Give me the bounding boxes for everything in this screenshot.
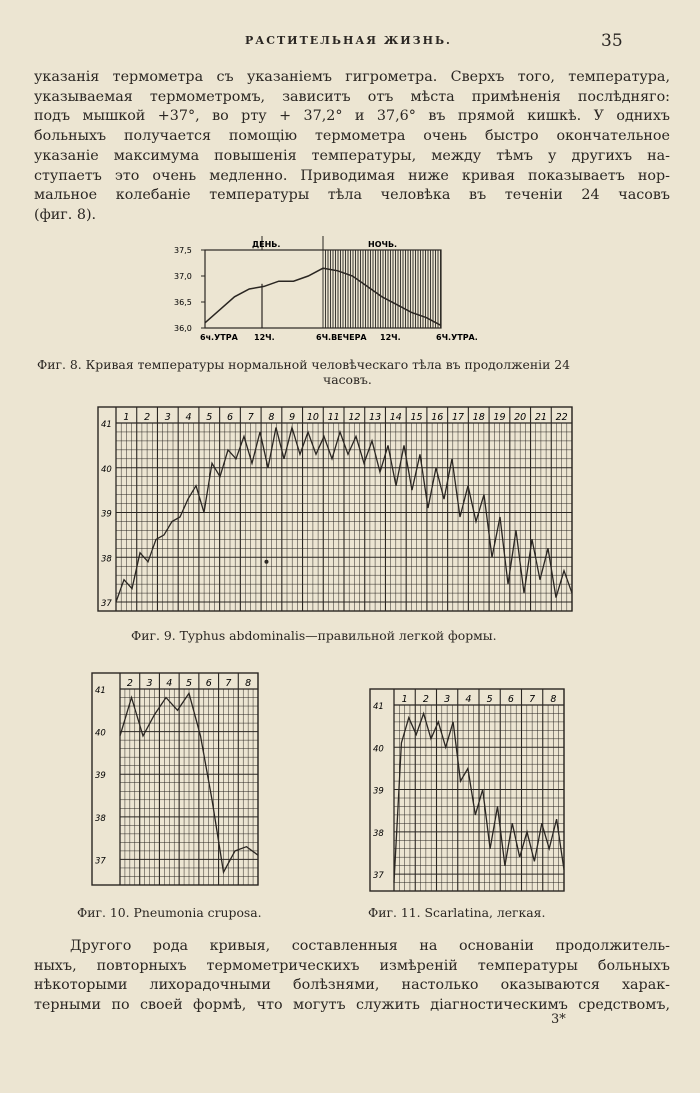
fig8-time-label: 6ч.УТРА (200, 333, 238, 342)
paragraph-closing (34, 937, 670, 1016)
fig9-day-label: 1 (123, 412, 130, 423)
text-line: мальное колебаніе температуры тѣла человѣка въ теченіи 24 часовъ (34, 187, 670, 204)
fig9-day-label: 21 (534, 412, 547, 423)
fig11-day-label: 4 (465, 694, 472, 705)
fig9-day-label: 17 (451, 412, 465, 423)
fig8-night-label: НОЧЬ. (368, 240, 398, 249)
fig9-day-label: 16 (431, 412, 444, 423)
fig9-day-label: 4 (185, 412, 192, 423)
text-line: подъ мышкой +37°, во рту + 37,2° и 37,6° въ прямой кишкѣ. У однихъ (34, 108, 670, 125)
fig9-day-label: 19 (493, 412, 506, 423)
fig8-y-tick-label: 36,0 (174, 324, 192, 333)
fig9-day-label: 20 (514, 412, 527, 423)
fig10-day-label: 2 (126, 678, 133, 689)
fig9-day-label: 5 (206, 412, 213, 423)
fig9-caption: Фиг. 9. Typhus abdominalis—правильной легкой формы. (131, 628, 497, 643)
fig10-day-label: 5 (185, 678, 193, 689)
text-line: указываемая термометромъ, зависитъ отъ мѣста примѣненія послѣдняго: (34, 88, 670, 105)
fig9-ink-dot (264, 560, 268, 564)
figure-8-chart (170, 236, 510, 350)
fig9-day-label: 9 (289, 412, 296, 423)
text-line: Другого рода кривыя, составленныя на основаніи продолжитель- (70, 938, 670, 954)
fig11-y-label: 37 (373, 871, 384, 882)
text-line: ныхъ, повторныхъ термометрическихъ измѣреній температуры больныхъ (34, 957, 670, 974)
fig9-day-label: 11 (327, 412, 340, 423)
fig11-day-label: 8 (550, 694, 557, 705)
fig8-y-tick-label: 36,5 (174, 298, 192, 307)
signature-mark: 3* (551, 1012, 566, 1027)
text-line: ступаетъ это очень медленно. Приводимая ниже кривая показываетъ нор- (34, 167, 670, 184)
fig10-y-label: 38 (95, 813, 106, 824)
fig9-day-label: 13 (369, 412, 382, 423)
fig10-day-label: 4 (166, 678, 173, 689)
fig8-time-label: 12Ч. (380, 333, 401, 342)
fig9-y-label: 40 (101, 464, 112, 475)
fig10-day-label: 8 (245, 678, 252, 689)
fig8-y-tick-label: 37,5 (174, 246, 192, 255)
fig9-day-label: 10 (306, 412, 319, 423)
fig9-day-label: 7 (247, 412, 254, 423)
fig11-day-label: 2 (422, 694, 429, 705)
fig10-y-label: 37 (95, 856, 106, 867)
text-line: указанія термометра съ указаніемъ гигрометра. Сверхъ того, температура, (34, 69, 670, 85)
fig10-y-label: 39 (95, 771, 106, 782)
fig9-day-label: 12 (348, 412, 361, 423)
fig10-day-label: 7 (225, 678, 232, 689)
fig9-y-label: 41 (101, 420, 112, 430)
page-number: 35 (601, 31, 623, 51)
paragraph-intro (34, 68, 670, 226)
text-line: больныхъ получается помощію термометра очень быстро окончательное (34, 128, 670, 145)
fig11-day-label: 3 (444, 694, 451, 705)
fig8-caption-line2: часовъ. (323, 372, 372, 387)
figure-10-chart (90, 671, 270, 891)
fig8-time-label: 12Ч. (254, 333, 275, 342)
fig9-y-label: 37 (101, 599, 112, 610)
fig9-day-label: 18 (472, 412, 485, 423)
figure-9-chart (90, 405, 580, 615)
fig8-caption-line1: Фиг. 8. Кривая температуры нормальной человѣческаго тѣла въ продолженіи 24 (37, 357, 571, 372)
fig11-y-label: 38 (373, 828, 384, 839)
fig11-day-label: 6 (507, 694, 514, 705)
fig10-y-label: 41 (95, 686, 106, 696)
fig11-y-label: 39 (373, 786, 384, 797)
fig9-day-label: 14 (389, 412, 402, 423)
fig11-day-label: 5 (486, 694, 493, 705)
fig8-y-tick-label: 37,0 (174, 272, 192, 281)
fig11-y-label: 41 (373, 702, 384, 712)
fig8-time-label: 6Ч.ВЕЧЕРА (316, 333, 367, 342)
fig9-day-label: 3 (164, 412, 171, 423)
fig8-time-label: 6Ч.УТРА. (436, 333, 478, 342)
text-line: указаніе максимума повышенія температуры, между тѣмъ у другихъ на- (34, 147, 670, 164)
text-line: (фиг. 8). (34, 206, 97, 223)
fig10-y-label: 40 (95, 728, 106, 739)
fig9-day-label: 8 (268, 412, 275, 423)
fig10-day-label: 6 (205, 678, 212, 689)
fig9-frame (98, 407, 572, 611)
fig10-day-label: 3 (146, 678, 153, 689)
figure-11-chart (368, 687, 568, 895)
fig9-y-label: 39 (101, 509, 112, 520)
fig11-day-label: 1 (401, 694, 408, 705)
fig11-day-label: 7 (529, 694, 536, 705)
running-title: РАСТИТЕЛЬНАЯ ЖИЗНЬ. (245, 34, 452, 47)
fig8-day-label: ДЕНЬ. (252, 240, 281, 249)
text-line: терными по своей формѣ, что могутъ служить діагностическимъ средствомъ, (34, 997, 670, 1014)
fig9-day-label: 6 (226, 412, 234, 423)
text-line: нѣкоторыми лихорадочными болѣзнями, настолько оказываются харак- (34, 977, 670, 994)
fig9-y-label: 38 (101, 554, 112, 565)
fig9-day-label: 2 (144, 412, 151, 423)
fig10-caption: Фиг. 10. Pneumonia crupοsa. (77, 905, 262, 920)
fig9-day-label: 22 (555, 412, 568, 423)
fig9-day-label: 15 (410, 412, 423, 423)
fig11-caption: Фиг. 11. Scarlatina, легкая. (368, 905, 546, 920)
fig11-y-label: 40 (373, 744, 384, 755)
